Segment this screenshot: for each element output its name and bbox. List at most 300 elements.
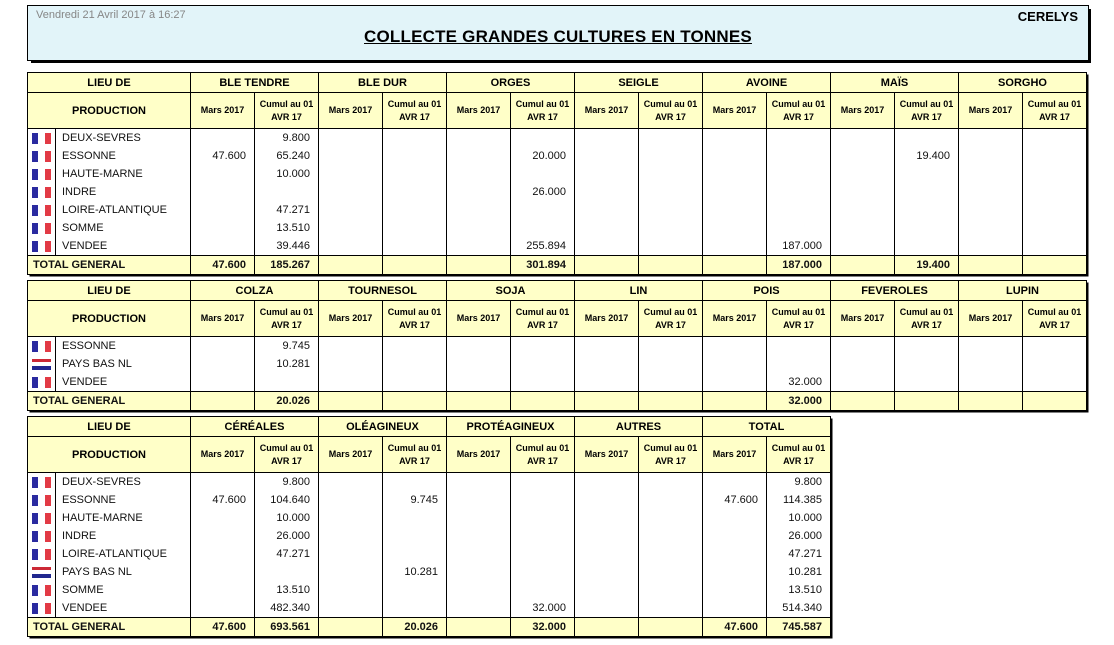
total-label: TOTAL GENERAL	[28, 256, 191, 275]
value-cell	[767, 165, 831, 183]
value-cell	[383, 581, 447, 599]
lieu-name: HAUTE-MARNE	[56, 165, 191, 183]
value-cell	[447, 599, 511, 618]
total-value-cell	[319, 256, 383, 275]
value-cell	[511, 219, 575, 237]
brand-name: CERELYS	[1017, 9, 1078, 24]
value-cell	[703, 509, 767, 527]
mars-column-header: Mars 2017	[319, 437, 383, 473]
value-cell	[447, 165, 511, 183]
value-cell	[511, 355, 575, 373]
value-cell	[575, 183, 639, 201]
lieu-name: VENDEE	[56, 237, 191, 256]
crop-header: COLZA	[191, 281, 319, 301]
crop-header: AUTRES	[575, 417, 703, 437]
value-cell: 26.000	[511, 183, 575, 201]
value-cell	[575, 373, 639, 392]
value-cell	[191, 599, 255, 618]
total-value-cell: 19.400	[895, 256, 959, 275]
value-cell	[383, 219, 447, 237]
france-flag-icon	[32, 133, 51, 144]
value-cell	[191, 219, 255, 237]
value-cell	[511, 165, 575, 183]
value-cell	[319, 373, 383, 392]
mars-column-header: Mars 2017	[959, 301, 1023, 337]
value-cell	[191, 237, 255, 256]
value-cell	[383, 355, 447, 373]
lieu-name: INDRE	[56, 183, 191, 201]
flag-cell	[28, 509, 56, 527]
flag-cell	[28, 491, 56, 509]
value-cell	[639, 165, 703, 183]
crop-header: FEVEROLES	[831, 281, 959, 301]
lieu-name: DEUX-SEVRES	[56, 129, 191, 148]
tables-container	[27, 72, 1114, 637]
value-cell	[447, 373, 511, 392]
total-value-cell	[959, 392, 1023, 411]
value-cell	[639, 355, 703, 373]
cumul-column-header: Cumul au 01 AVR 17	[383, 437, 447, 473]
value-cell	[895, 165, 959, 183]
total-row	[28, 392, 1087, 411]
value-cell	[575, 337, 639, 356]
value-cell: 9.800	[255, 129, 319, 148]
value-cell: 10.281	[383, 563, 447, 581]
value-cell	[191, 337, 255, 356]
flag-cell	[28, 237, 56, 256]
cumul-column-header: Cumul au 01 AVR 17	[767, 301, 831, 337]
value-cell	[639, 183, 703, 201]
value-cell	[831, 201, 895, 219]
cumul-column-header: Cumul au 01 AVR 17	[639, 93, 703, 129]
cumul-column-header: Cumul au 01 AVR 17	[1023, 93, 1087, 129]
flag-cell	[28, 165, 56, 183]
value-cell	[191, 509, 255, 527]
value-cell	[511, 581, 575, 599]
total-value-cell	[447, 618, 511, 637]
value-cell	[447, 491, 511, 509]
cumul-column-header: Cumul au 01 AVR 17	[639, 437, 703, 473]
flag-cell	[28, 183, 56, 201]
value-cell	[767, 337, 831, 356]
total-value-cell	[1023, 392, 1087, 411]
report-header	[27, 5, 1089, 61]
value-cell	[703, 473, 767, 492]
value-cell	[959, 237, 1023, 256]
crop-header: MAÏS	[831, 73, 959, 93]
lieu-name: DEUX-SEVRES	[56, 473, 191, 492]
crop-header: TOTAL	[703, 417, 831, 437]
value-cell	[703, 201, 767, 219]
value-cell	[191, 355, 255, 373]
value-cell	[959, 219, 1023, 237]
total-value-cell: 693.561	[255, 618, 319, 637]
crop-header: OLÉAGINEUX	[319, 417, 447, 437]
value-cell	[1023, 237, 1087, 256]
value-cell: 114.385	[767, 491, 831, 509]
value-cell	[319, 509, 383, 527]
value-cell	[575, 563, 639, 581]
value-cell	[511, 373, 575, 392]
france-flag-icon	[32, 187, 51, 198]
crop-header: PROTÉAGINEUX	[447, 417, 575, 437]
value-cell	[447, 473, 511, 492]
mars-column-header: Mars 2017	[703, 93, 767, 129]
value-cell: 65.240	[255, 147, 319, 165]
value-cell	[959, 183, 1023, 201]
value-cell	[895, 237, 959, 256]
lieu-de-header: LIEU DE	[28, 73, 191, 93]
cumul-column-header: Cumul au 01 AVR 17	[255, 93, 319, 129]
mars-column-header: Mars 2017	[447, 93, 511, 129]
lieu-de-header: LIEU DE	[28, 281, 191, 301]
value-cell	[575, 491, 639, 509]
value-cell	[639, 527, 703, 545]
value-cell	[383, 337, 447, 356]
flag-cell	[28, 473, 56, 492]
value-cell: 514.340	[767, 599, 831, 618]
crop-header: BLE TENDRE	[191, 73, 319, 93]
table-row	[28, 201, 1087, 219]
value-cell	[191, 545, 255, 563]
value-cell: 47.600	[191, 147, 255, 165]
value-cell	[319, 183, 383, 201]
table-row	[28, 129, 1087, 148]
value-cell	[1023, 355, 1087, 373]
crop-header: SORGHO	[959, 73, 1087, 93]
total-value-cell: 20.026	[383, 618, 447, 637]
value-cell	[191, 129, 255, 148]
value-cell	[447, 183, 511, 201]
table-row	[28, 337, 1087, 356]
value-cell	[383, 147, 447, 165]
value-cell	[383, 545, 447, 563]
value-cell: 9.800	[767, 473, 831, 492]
value-cell	[447, 581, 511, 599]
value-cell	[703, 527, 767, 545]
total-value-cell	[639, 256, 703, 275]
value-cell	[319, 337, 383, 356]
flag-cell	[28, 545, 56, 563]
value-cell: 10.281	[767, 563, 831, 581]
value-cell	[575, 545, 639, 563]
table-row	[28, 599, 831, 618]
value-cell	[319, 599, 383, 618]
flag-cell	[28, 129, 56, 148]
table-row	[28, 509, 831, 527]
mars-column-header: Mars 2017	[831, 93, 895, 129]
total-value-cell	[575, 392, 639, 411]
value-cell: 10.281	[255, 355, 319, 373]
value-cell	[383, 129, 447, 148]
total-value-cell	[703, 392, 767, 411]
total-row	[28, 256, 1087, 275]
crop-header: CÉRÉALES	[191, 417, 319, 437]
value-cell	[831, 373, 895, 392]
value-cell	[191, 165, 255, 183]
value-cell	[703, 373, 767, 392]
total-value-cell: 301.894	[511, 256, 575, 275]
value-cell	[319, 581, 383, 599]
table-row	[28, 581, 831, 599]
total-label: TOTAL GENERAL	[28, 392, 191, 411]
value-cell	[191, 527, 255, 545]
cumul-column-header: Cumul au 01 AVR 17	[255, 301, 319, 337]
value-cell	[383, 201, 447, 219]
mars-column-header: Mars 2017	[447, 437, 511, 473]
value-cell	[191, 373, 255, 392]
total-value-cell: 32.000	[511, 618, 575, 637]
value-cell	[831, 237, 895, 256]
table-row	[28, 219, 1087, 237]
value-cell	[703, 219, 767, 237]
value-cell	[319, 201, 383, 219]
production-header: PRODUCTION	[28, 93, 191, 129]
value-cell	[447, 563, 511, 581]
value-cell	[383, 183, 447, 201]
value-cell	[511, 129, 575, 148]
value-cell	[895, 355, 959, 373]
table-row	[28, 183, 1087, 201]
crop-header: LUPIN	[959, 281, 1087, 301]
value-cell	[895, 337, 959, 356]
value-cell	[1023, 129, 1087, 148]
value-cell	[639, 337, 703, 356]
value-cell	[1023, 337, 1087, 356]
value-cell: 104.640	[255, 491, 319, 509]
value-cell	[319, 527, 383, 545]
lieu-name: VENDEE	[56, 373, 191, 392]
table-row	[28, 563, 831, 581]
total-value-cell: 185.267	[255, 256, 319, 275]
value-cell	[575, 165, 639, 183]
value-cell: 39.446	[255, 237, 319, 256]
value-cell	[255, 183, 319, 201]
value-cell	[319, 219, 383, 237]
value-cell	[575, 473, 639, 492]
value-cell	[639, 219, 703, 237]
crop-header: AVOINE	[703, 73, 831, 93]
value-cell	[959, 337, 1023, 356]
value-cell	[639, 581, 703, 599]
value-cell	[511, 563, 575, 581]
value-cell	[447, 527, 511, 545]
mars-column-header: Mars 2017	[191, 301, 255, 337]
value-cell	[831, 219, 895, 237]
crop-header: BLE DUR	[319, 73, 447, 93]
total-value-cell	[191, 392, 255, 411]
value-cell	[831, 355, 895, 373]
value-cell	[383, 373, 447, 392]
france-flag-icon	[32, 585, 51, 596]
france-flag-icon	[32, 223, 51, 234]
value-cell	[511, 509, 575, 527]
value-cell	[895, 201, 959, 219]
value-cell: 10.000	[255, 509, 319, 527]
value-cell: 187.000	[767, 237, 831, 256]
value-cell: 26.000	[767, 527, 831, 545]
value-cell: 19.400	[895, 147, 959, 165]
value-cell	[511, 491, 575, 509]
mars-column-header: Mars 2017	[319, 301, 383, 337]
mars-column-header: Mars 2017	[319, 93, 383, 129]
crop-header: SOJA	[447, 281, 575, 301]
value-cell: 32.000	[767, 373, 831, 392]
value-cell	[895, 129, 959, 148]
value-cell	[639, 563, 703, 581]
lieu-name: PAYS BAS NL	[56, 355, 191, 373]
total-value-cell: 187.000	[767, 256, 831, 275]
table-row	[28, 373, 1087, 392]
total-value-cell	[511, 392, 575, 411]
value-cell	[959, 373, 1023, 392]
total-value-cell	[319, 392, 383, 411]
value-cell	[319, 545, 383, 563]
value-cell: 32.000	[511, 599, 575, 618]
lieu-name: HAUTE-MARNE	[56, 509, 191, 527]
flag-cell	[28, 527, 56, 545]
production-header: PRODUCTION	[28, 437, 191, 473]
value-cell: 47.271	[255, 201, 319, 219]
value-cell	[767, 219, 831, 237]
table-row	[28, 237, 1087, 256]
table-row	[28, 473, 831, 492]
crop-header: LIN	[575, 281, 703, 301]
value-cell	[447, 219, 511, 237]
flag-cell	[28, 147, 56, 165]
value-cell: 26.000	[255, 527, 319, 545]
value-cell	[959, 165, 1023, 183]
total-value-cell: 47.600	[191, 618, 255, 637]
value-cell	[255, 563, 319, 581]
lieu-name: LOIRE-ATLANTIQUE	[56, 201, 191, 219]
value-cell	[1023, 201, 1087, 219]
table-row	[28, 147, 1087, 165]
flag-cell	[28, 355, 56, 373]
crop-header: TOURNESOL	[319, 281, 447, 301]
crop-header: SEIGLE	[575, 73, 703, 93]
value-cell	[639, 237, 703, 256]
cumul-column-header: Cumul au 01 AVR 17	[895, 301, 959, 337]
cumul-column-header: Cumul au 01 AVR 17	[383, 93, 447, 129]
value-cell: 10.000	[767, 509, 831, 527]
value-cell	[383, 509, 447, 527]
value-cell: 47.271	[767, 545, 831, 563]
value-cell	[191, 581, 255, 599]
value-cell	[831, 165, 895, 183]
total-value-cell	[383, 392, 447, 411]
lieu-name: VENDEE	[56, 599, 191, 618]
collecte-table-1	[27, 72, 1087, 275]
value-cell	[511, 545, 575, 563]
mars-column-header: Mars 2017	[191, 437, 255, 473]
value-cell	[447, 509, 511, 527]
value-cell	[319, 473, 383, 492]
total-value-cell: 20.026	[255, 392, 319, 411]
value-cell	[703, 147, 767, 165]
total-value-cell	[959, 256, 1023, 275]
mars-column-header: Mars 2017	[575, 437, 639, 473]
value-cell	[639, 147, 703, 165]
lieu-name: PAYS BAS NL	[56, 563, 191, 581]
cumul-column-header: Cumul au 01 AVR 17	[895, 93, 959, 129]
total-value-cell	[639, 392, 703, 411]
crop-header: POIS	[703, 281, 831, 301]
value-cell	[575, 527, 639, 545]
value-cell	[575, 599, 639, 618]
value-cell	[831, 183, 895, 201]
total-value-cell: 47.600	[703, 618, 767, 637]
value-cell	[447, 355, 511, 373]
value-cell	[639, 373, 703, 392]
value-cell	[767, 201, 831, 219]
value-cell	[319, 237, 383, 256]
table-row	[28, 355, 1087, 373]
value-cell: 9.745	[255, 337, 319, 356]
total-value-cell	[575, 256, 639, 275]
value-cell	[383, 165, 447, 183]
value-cell	[319, 563, 383, 581]
value-cell: 47.600	[703, 491, 767, 509]
mars-column-header: Mars 2017	[959, 93, 1023, 129]
value-cell	[575, 355, 639, 373]
cumul-column-header: Cumul au 01 AVR 17	[1023, 301, 1087, 337]
france-flag-icon	[32, 495, 51, 506]
value-cell	[447, 147, 511, 165]
france-flag-icon	[32, 241, 51, 252]
value-cell	[191, 473, 255, 492]
value-cell	[383, 237, 447, 256]
netherlands-flag-icon	[32, 567, 51, 578]
value-cell	[575, 201, 639, 219]
cumul-column-header: Cumul au 01 AVR 17	[383, 301, 447, 337]
cumul-column-header: Cumul au 01 AVR 17	[511, 93, 575, 129]
value-cell	[447, 237, 511, 256]
lieu-name: ESSONNE	[56, 147, 191, 165]
total-label: TOTAL GENERAL	[28, 618, 191, 637]
total-value-cell	[447, 256, 511, 275]
value-cell	[447, 545, 511, 563]
value-cell	[575, 237, 639, 256]
france-flag-icon	[32, 377, 51, 388]
total-value-cell	[1023, 256, 1087, 275]
total-value-cell	[639, 618, 703, 637]
lieu-name: LOIRE-ATLANTIQUE	[56, 545, 191, 563]
table-row	[28, 165, 1087, 183]
total-value-cell: 745.587	[767, 618, 831, 637]
value-cell	[767, 129, 831, 148]
total-value-cell	[895, 392, 959, 411]
netherlands-flag-icon	[32, 359, 51, 370]
value-cell: 13.510	[255, 581, 319, 599]
value-cell	[703, 337, 767, 356]
cumul-column-header: Cumul au 01 AVR 17	[511, 301, 575, 337]
value-cell	[959, 147, 1023, 165]
mars-column-header: Mars 2017	[575, 301, 639, 337]
value-cell	[703, 237, 767, 256]
france-flag-icon	[32, 603, 51, 614]
value-cell	[447, 201, 511, 219]
value-cell	[383, 527, 447, 545]
table-row	[28, 527, 831, 545]
value-cell	[703, 129, 767, 148]
value-cell	[831, 129, 895, 148]
flag-cell	[28, 373, 56, 392]
value-cell	[447, 129, 511, 148]
value-cell	[255, 373, 319, 392]
value-cell	[959, 201, 1023, 219]
lieu-name: ESSONNE	[56, 337, 191, 356]
